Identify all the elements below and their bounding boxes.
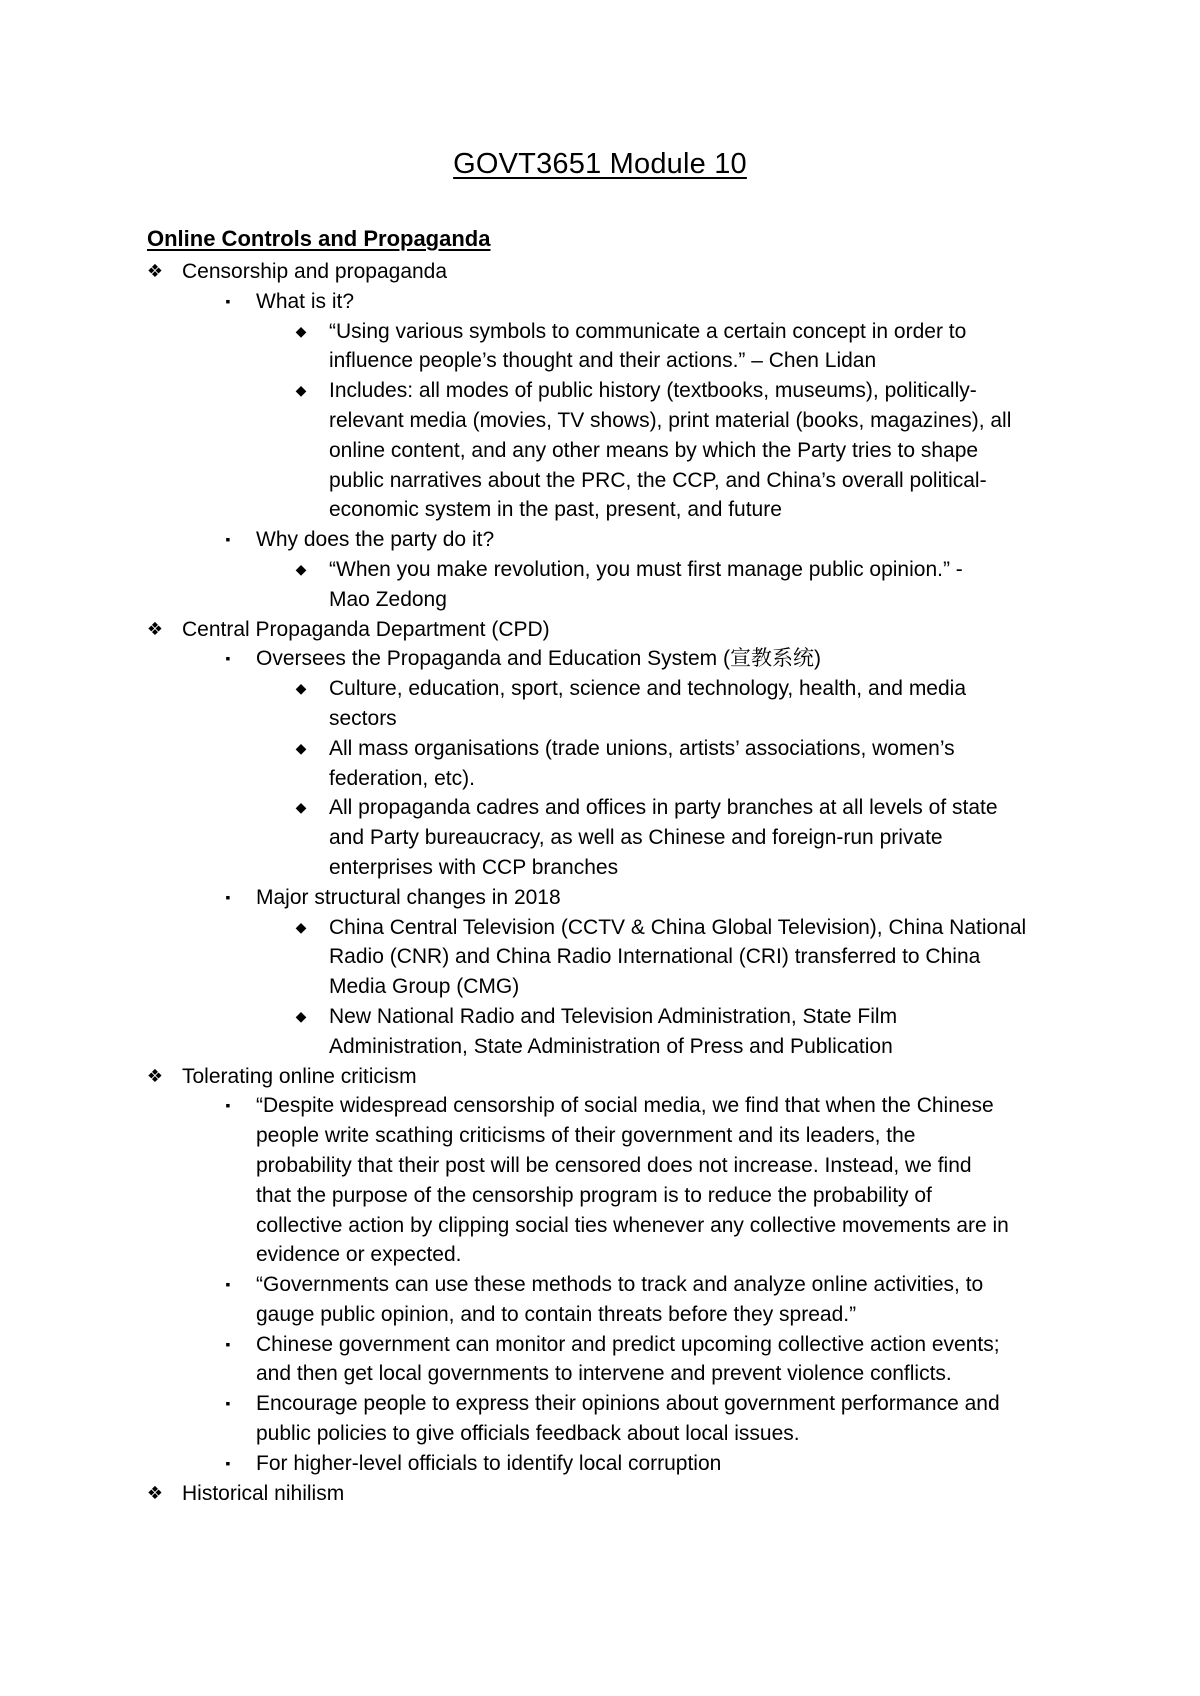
list-item-level-3 — [0, 793, 1200, 882]
list-item-line: “Using various symbols to communicate a certain concept in order to — [329, 319, 967, 343]
list-item-level-3 — [0, 1002, 1200, 1062]
diamond-flower-bullet-icon: ❖ — [146, 261, 164, 281]
diamond-bullet-icon: ◆ — [295, 560, 307, 577]
list-item-level-2 — [0, 1389, 1200, 1449]
list-item-level-3 — [0, 376, 1200, 525]
list-item-line: online content, and any other means by which the Party tries to shape — [329, 438, 979, 462]
list-item-level-2 — [0, 1449, 1200, 1479]
list-item-line: New National Radio and Television Administration, State Film — [329, 1004, 898, 1028]
list-item-text — [329, 376, 1059, 525]
diamond-bullet-icon: ◆ — [295, 739, 307, 756]
section-heading: Online Controls and Propaganda — [147, 226, 491, 251]
list-item-text: Historical nihilism — [182, 1481, 345, 1505]
list-item-line: Includes: all modes of public history (textbooks, museums), politically- — [329, 379, 977, 403]
list-item-line: Media Group (CMG) — [329, 975, 520, 999]
list-item-level-3 — [0, 674, 1200, 734]
list-item-level-3 — [0, 913, 1200, 1002]
list-item-text: Oversees the Propaganda and Education System (宣教系统) — [256, 647, 821, 671]
list-item-line: evidence or expected. — [256, 1243, 462, 1267]
diamond-bullet-icon: ◆ — [295, 680, 307, 697]
list-item-line: influence people’s thought and their actions.” – Chen Lidan — [329, 349, 877, 373]
list-item-line: and Party bureaucracy, as well as Chinese and foreign-run private — [329, 826, 943, 850]
list-item-level-2 — [0, 287, 1200, 317]
list-item-line: Culture, education, sport, science and technology, health, and media — [329, 677, 967, 701]
diamond-flower-bullet-icon: ❖ — [146, 1482, 164, 1503]
square-bullet-icon: ▪ — [225, 1395, 231, 1412]
list-item-level-1 — [0, 615, 1200, 645]
list-item-level-2 — [0, 525, 1200, 555]
list-item-level-2 — [0, 1091, 1200, 1270]
list-item-line: sectors — [329, 706, 397, 730]
list-item-line: Administration, State Administration of Press and Publication — [329, 1034, 893, 1058]
list-item-line: federation, etc). — [329, 766, 475, 790]
bullet-list — [0, 257, 1200, 1508]
list-item-text: For higher-level officials to identify local corruption — [256, 1451, 722, 1475]
list-item-level-3 — [0, 555, 1200, 615]
square-bullet-icon: ▪ — [225, 1097, 231, 1114]
list-item-level-2 — [0, 1270, 1200, 1330]
list-item-text: Tolerating online criticism — [182, 1064, 417, 1088]
list-item-line: people write scathing criticisms of their government and its leaders, the — [256, 1124, 916, 1148]
diamond-bullet-icon: ◆ — [295, 322, 307, 339]
list-item-line: that the purpose of the censorship program is to reduce the probability of — [256, 1183, 932, 1207]
list-item-text — [329, 674, 1059, 734]
list-item-text: Censorship and propaganda — [182, 260, 448, 283]
list-item-line: public policies to give officials feedback about local issues. — [256, 1422, 800, 1446]
diamond-bullet-icon: ◆ — [295, 1007, 307, 1024]
list-item-text: Central Propaganda Department (CPD) — [182, 617, 550, 641]
list-item-level-2 — [0, 883, 1200, 913]
list-item-line: enterprises with CCP branches — [329, 855, 619, 879]
list-item-line: economic system in the past, present, and future — [329, 498, 782, 522]
list-item-text — [256, 1270, 1056, 1330]
diamond-bullet-icon: ◆ — [295, 918, 307, 935]
list-item-line: China Central Television (CCTV & China Global Television), China National — [329, 915, 1027, 939]
list-item-line: gauge public opinion, and to contain threats before they spread.” — [256, 1302, 857, 1326]
list-item-line: Radio (CNR) and China Radio International (CRI) transferred to China — [329, 945, 981, 969]
list-item-line: Chinese government can monitor and predict upcoming collective action events; — [256, 1332, 1000, 1356]
list-item-line: collective action by clipping social ties whenever any collective movements are in — [256, 1213, 1009, 1237]
list-item-line: Encourage people to express their opinions about government performance and — [256, 1392, 1000, 1416]
list-item-line: “When you make revolution, you must first manage public opinion.” - — [329, 557, 963, 581]
list-item-text — [329, 913, 1059, 1002]
list-item-text — [329, 734, 1059, 794]
list-item-line: relevant media (movies, TV shows), print material (books, magazines), all — [329, 408, 1012, 432]
diamond-bullet-icon: ◆ — [295, 799, 307, 816]
diamond-bullet-icon: ◆ — [295, 382, 307, 399]
list-item-text — [329, 1002, 1059, 1062]
list-item-level-1 — [0, 1062, 1200, 1092]
diamond-flower-bullet-icon: ❖ — [146, 618, 164, 639]
square-bullet-icon: ▪ — [225, 292, 231, 309]
list-item-line: probability that their post will be censored does not increase. Instead, we find — [256, 1153, 972, 1177]
square-bullet-icon: ▪ — [225, 1276, 231, 1293]
list-item-text — [329, 555, 1059, 615]
list-item-line: and then get local governments to intervene and prevent violence conflicts. — [256, 1362, 952, 1386]
document-title: GOVT3651 Module 10 — [453, 148, 747, 180]
square-bullet-icon: ▪ — [225, 531, 231, 548]
diamond-flower-bullet-icon: ❖ — [146, 1065, 164, 1086]
list-item-line: “Despite widespread censorship of social media, we find that when the Chinese — [256, 1094, 994, 1118]
list-item-level-1 — [0, 1479, 1200, 1509]
list-item-level-3 — [0, 734, 1200, 794]
list-item-line: All mass organisations (trade unions, artists’ associations, women’s — [329, 736, 955, 760]
list-item-text: What is it? — [256, 289, 355, 313]
square-bullet-icon: ▪ — [225, 888, 231, 905]
list-item-level-1 — [0, 257, 1200, 287]
list-item-text: Why does the party do it? — [256, 528, 495, 552]
list-item-level-3 — [0, 317, 1200, 377]
square-bullet-icon: ▪ — [225, 1335, 231, 1352]
list-item-text — [256, 1389, 1056, 1449]
list-item-line: Mao Zedong — [329, 587, 447, 611]
list-item-text — [256, 1091, 1056, 1270]
list-item-level-2 — [0, 644, 1200, 674]
list-item-level-2 — [0, 1330, 1200, 1390]
list-item-line: public narratives about the PRC, the CCP, and China’s overall political- — [329, 468, 987, 492]
list-item-text — [329, 793, 1059, 882]
square-bullet-icon: ▪ — [225, 1454, 231, 1471]
list-item-line: All propaganda cadres and offices in party branches at all levels of state — [329, 796, 998, 820]
list-item-text: Major structural changes in 2018 — [256, 885, 561, 909]
list-item-line: “Governments can use these methods to track and analyze online activities, to — [256, 1273, 984, 1297]
list-item-text — [256, 1330, 1056, 1390]
square-bullet-icon: ▪ — [225, 650, 231, 667]
list-item-text — [329, 317, 1059, 377]
